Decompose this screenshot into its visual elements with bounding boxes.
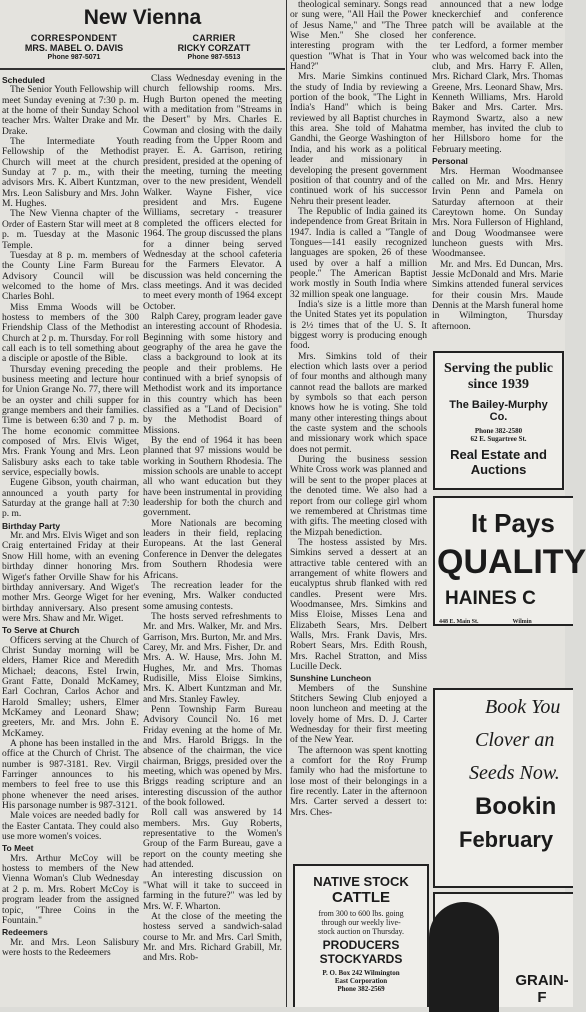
paragraph: Mrs. Simkins told of their election which lasts over a period of four months and although many cannot read the ballots are marked by symbols so that each person knows how he is voting. She told many other interesting things about the caste system and the schools and missionary work which space does not permit. (290, 351, 427, 455)
paragraph: By the end of 1964 it has been planned that 97 missions would be working in Southern Rhodesia. The mission schools are unable to accept all who want education but they have been instrumental in providing leadership for both the church and government. (143, 436, 282, 519)
masthead (0, 0, 285, 68)
paragraph: The hosts served refreshments to Mr. and Mrs. Walker, Mr. and Mrs. Garrison, Mrs. Burton, Mr. and Mrs. Carey, Mr. and Mrs. Fisher, Dr. and Mrs. A. W. Hause, Mrs. John M. Hughes, Mr. and Mrs. Thomas Rudisille, Miss Eloise Simkins, Mrs. K. Albert Kuntzman and Mr. and Mrs. Stanley Fawley. (143, 611, 282, 705)
paragraph: ter Ledford, a former member who was welcomed back into the club, and Mrs. Harry F. Allen, Mrs. Richard Clark, Mrs. Thomas Greene, Mrs. Leonard Shaw, Mrs. Kenneth Williams, Mrs. Harold Baker and Mrs. Carter. Mrs. Raymond Swartz, also a new member, has invited the club to her Hillsboro home for the February meeting. (432, 41, 563, 155)
article-column-2 (143, 74, 282, 1007)
book-seeds-ad (433, 688, 573, 888)
ad-line: P. O. Box 242 Wilmington (322, 969, 400, 977)
paragraph: Officers serving at the Church of Christ Sunday morning will be elders, Hamer Rice and Meredith Michael; deacons, Estel Irwin, Grant Fatte, Donald McKamey, Earl Cochran, Carlos Achor and Harold Smalley; ushers, Elmer McKamey and Leonard Shaw; greeters, Mr. and Mrs. John E. McKamey. (2, 635, 139, 739)
ad-line: from 300 to 600 lbs. going (318, 909, 404, 918)
paragraph: Roll call was answered by 14 members. Mrs. Guy Roberts, representative to the Women's Group of the Farm Bureau, gave a report on the county meeting she had attended. (143, 808, 282, 871)
ad-line: 448 E. Main St. (439, 619, 479, 625)
ad-line: Bookin (475, 793, 557, 820)
paragraph: More Nationals are becoming leaders in their field, replacing Europeans. At the last General Conference in Denver the delegates from Southern Rhodesia were Africans. (143, 518, 282, 581)
ad-line: Clover an (475, 729, 555, 751)
paragraph: A phone has been installed in the office at the Church of Christ. The number is 987-3181. Rev. Virgil Farringer announces to his members to feel free to use this phone whenever the need arises. His parsonage number is 987-3121. (2, 739, 139, 812)
paragraph: During the business session White Cross work was planned and will be sent to the proper places at the denoted time. We also had a report from our college girl whom we remembered at Christmas time with gifts. The meeting closed with the Mizpah benediction. (290, 455, 427, 538)
correspondent-label: CORRESPONDENT (30, 33, 118, 43)
ad-line: QUALITY (437, 543, 586, 581)
grain-ad (433, 892, 573, 1007)
correspondent-phone: Phone 987-5071 (47, 54, 101, 61)
correspondent-name: MRS. MABEL O. DAVIS (24, 43, 124, 53)
carrier-block (144, 33, 284, 63)
paragraph: The Senior Youth Fellowship will meet Sunday evening at 7:30 p. m. at the home of their Sunday School teacher Mrs. Walter Drake and Mr. Drake. (2, 85, 139, 137)
paragraph: The hostess assisted by Mrs. Simkins served a dessert at an attractive table centered with an arrangement of white flowers and eucalyptus shrub flanked with red candles. Present were Mrs. Woodmansee, Mrs. Simkins and Miss Eloise, Misses Lena and Elizabeth Sears, Mrs. Delbert Walls, Mrs. Frank Davis, Mrs. Robert Sears, Mrs. Edith Roush, Mrs. Rachel Stratton, and Miss Lucille Deck. (290, 537, 427, 672)
paragraph: Tuesday at 8 p. m. members of the County Line Farm Bureau Advisory Council will be welcomed to the home of Mrs. Charles Bohl. (2, 250, 139, 303)
article-column-3 (290, 0, 427, 862)
paragraph: Class Wednesday evening in the church fellowship rooms. Mrs. Hugh Burton opened the meeting with a meditation from "Streams in the Desert" by Mrs. Charles E. Cowman and closing with the daily reading from the Upper Room and prayer. E. A. Garrison, retiring president, presided at the opening of the meeting, turning the meeting over to the new president, Wendell Walker. Wayne Fisher, vice president and Mrs. Eugene Williams, secretary - treasurer completed the officers elected for 1964. The group discussed the plans for a dinner being served Wednesday at the school cafeteria for the Farmers Elevator. A discussion was held concerning the class meetings. And it was decided to meet every month of 1964 except October. (143, 74, 282, 312)
paragraph: Members of the Sunshine Stitchers Sewing Club enjoyed a noon luncheon and meeting at the lovely home of Mrs. D. J. Carter Wednesday for their first meeting of the New Year. (290, 683, 427, 746)
paragraph: The Republic of India gained its independence from Great Britain in 1947. India is called a "Tangle of Tongues—141 easily recognized languages are spoken, 26 of these used by over a half a million people." The American Baptist work mostly in South India where 32 million speak one language. (290, 206, 427, 300)
ad-line: The Bailey-Murphy (449, 399, 548, 411)
paragraph: The recreation leader for the evening, Mrs. Walker conducted some amusing contests. (143, 580, 282, 612)
paragraph: Penn Township Farm Bureau Advisory Council No. 16 met Friday evening at the home of Mr. and Mrs. Harold Briggs. In the absence of the chairman, the vice chairman, Briggs, presided over the meeting, which was opened by Mrs. Briggs reading scripture and an interesting discussion of the author of the book followed. (143, 704, 282, 809)
paragraph: Thursday evening preceding the business meeting and lecture hour for Union Grange No. 77, there will be an oyster and chili supper for grange members and their families. Time is between 6:30 and 7 p. m. The home economic committee composed of Mrs. Elvis Wiget, Mrs. Frank Young and Mrs. Leon Salisbury asks each to take table service, especially bowls. (2, 364, 139, 479)
carrier-name: RICKY CORZATT (177, 43, 251, 53)
paragraph: Male voices are needed badly for the Easter Cantata. They could also use more women's voices. (2, 811, 139, 843)
paragraph: At the close of the meeting the hostess served a sandwich-salad course to Mr. and Mrs. Carl Smith, Mr. and Mrs. Richard Grabill, Mr. and Mrs. Rob- (143, 911, 282, 964)
ad-line: Serving the public (444, 361, 553, 376)
silo-icon (429, 902, 499, 1012)
ad-line: It Pays (471, 508, 555, 538)
column-title: New Vienna (83, 6, 202, 29)
article-column-4 (432, 0, 563, 347)
paragraph: Mrs. Herman Woodmansee called on Mr. and Mrs. Henry Irvin Penn and Pamela on Saturday afternoon at their Careytown home. On Sunday Mrs. Nora Fullerson of Highland, and Doug Woodmansee were luncheon guests with Mrs. Woodmansee. (432, 166, 563, 260)
paragraph: Eugene Gibson, youth chairman, announced a youth party for Saturday at the grange hall at 7:30 p. m. (2, 478, 139, 520)
haines-ad (433, 496, 586, 626)
section-heading: Scheduled (2, 75, 45, 85)
ad-line: CATTLE (331, 889, 391, 906)
bailey-murphy-ad (433, 351, 564, 490)
paragraph: Miss Emma Woods will be hostess to members of the 300 Friendship Class of the Methodist Church at 2 p. m. Thursday. For roll call each is to tell something about a disciple or apostle of the Bible. (2, 302, 139, 365)
carrier-phone: Phone 987-5513 (187, 54, 241, 61)
ad-line: 62 E. Sugartree St. (470, 435, 527, 443)
ad-line: Wilmin (512, 619, 532, 625)
ad-line: PRODUCERS (322, 938, 400, 952)
ad-line: stock auction on Thursday. (318, 927, 404, 936)
paragraph: Mr. and Mrs. Elvis Wiget and son Craig entertained Friday at their Snow Hill home, with an evening birthday dinner honoring Mrs. Wiget's father Orville Shaw for his birthday anniversary. And Wiget's mother Mrs. George Wiget for her birthday anniversary. Also present were Mrs. Shaw and Mr. Wiget. (2, 531, 139, 624)
carrier-label: CARRIER (192, 33, 236, 43)
column-divider (286, 0, 287, 1007)
ad-line: Real Estate and (450, 447, 547, 462)
section-heading: Redeemers (2, 927, 48, 938)
section-heading: Personal (432, 156, 468, 167)
ad-line: Phone 382-2569 (337, 985, 385, 993)
ad-line: East Corporation (334, 977, 388, 985)
paragraph: India's size is a little more than the United States yet its population is 2½ times that of the U. S. It biggest worry is producing enough food. (290, 299, 427, 352)
ad-line: Book You (485, 696, 561, 718)
section-heading: To Serve at Church (2, 625, 80, 636)
ad-line: Co. (489, 411, 508, 423)
section-heading: Birthday Party (2, 520, 61, 531)
paragraph: announced that a new lodge kneckerchief and conference patch will be available at the conference. (432, 0, 563, 42)
section-heading: To Meet (2, 843, 34, 854)
correspondent-block (4, 33, 144, 63)
paragraph: theological seminary. Songs read or sung were, "All Hail the Power of Jesus Name," and "The Three Wise Men." She closed her interesting program with the question "What is That in Your Hand?" (290, 0, 427, 73)
ad-line: Seeds Now. (469, 762, 560, 784)
ad-line: through our weekly live- (321, 918, 401, 927)
paragraph: Ralph Carey, program leader gave an interesting account of Rhodesia. Beginning with some history and geography of the area he gave the class a background to look at its people and their problems. He continued with a brief synopsis of Methodist work and its importance in this country which has been classified as a "Land of Decision" by the Methodist Board of Missions. (143, 311, 282, 436)
paragraph: The Intermediate Youth Fellowship of the Methodist Church will meet at the church Sunday at 7 p. m., with their advisors Mrs. K. Albert Kuntzman, Mrs. Leon Salisbury and Mrs. John M. Hughes. (2, 137, 139, 210)
paragraph: The New Vienna chapter of the Order of Eastern Star will meet at 8 p. m. Tuesday at the Masonic Temple. (2, 209, 139, 251)
paragraph: Mrs. Arthur McCoy will be hostess to members of the New Vienna Woman's Club Wednesday at 2 p. m. Mrs. Robert McCoy is program leader from the assigned topic, "Three Coins in the Fountain." (2, 853, 139, 926)
ad-line: GRAIN-F (515, 972, 569, 1006)
ad-line: STOCKYARDS (319, 952, 403, 966)
masthead-rule (0, 68, 285, 70)
ad-line: NATIVE STOCK (313, 874, 409, 889)
paragraph: Mr. and Mrs. Leon Salisbury were hosts to the Redeemers (2, 937, 139, 958)
paragraph: An interesting discussion on "What will it take to succeed in farming in the future?" was led by Mrs. W. F. Wharton. (143, 870, 282, 912)
paragraph: Mrs. Marie Simkins continued the study of India by reviewing a portion of the book, "The Light in India's Hand" which is being reviewed by all Baptist churches in this area. She told of Mahatma Gandhi, the George Washington of India, and his work as a political leader and missionary in developing the present government position of that country and of the continued work of his successor Nehru their present leader. (290, 72, 427, 207)
ad-line: February (459, 827, 554, 852)
native-stock-cattle-ad (293, 864, 429, 1007)
ad-line: Phone 382-2580 (474, 427, 523, 435)
article-column-1 (2, 74, 139, 1007)
paragraph: Mr. and Mrs. Ed Duncan, Mrs. Jessie McDonald and Mrs. Marie Simkins attended funeral services for their cousin Mrs. Maude Dennis at the Marsh funeral home in Wilmington, Thursday afternoon. (432, 259, 563, 332)
paragraph: The afternoon was spent knotting a comfort for the Roy Frump family who had the misfortune to lose most of their belongings in a fire recently. Later in the afternoon Mrs. Carter served a dessert to: Mrs. Ches- (290, 745, 427, 818)
ad-line: Auctions (470, 462, 527, 477)
ad-line: since 1939 (467, 377, 530, 392)
ad-line: HAINES C (445, 588, 536, 609)
section-heading: Sunshine Luncheon (290, 673, 372, 684)
